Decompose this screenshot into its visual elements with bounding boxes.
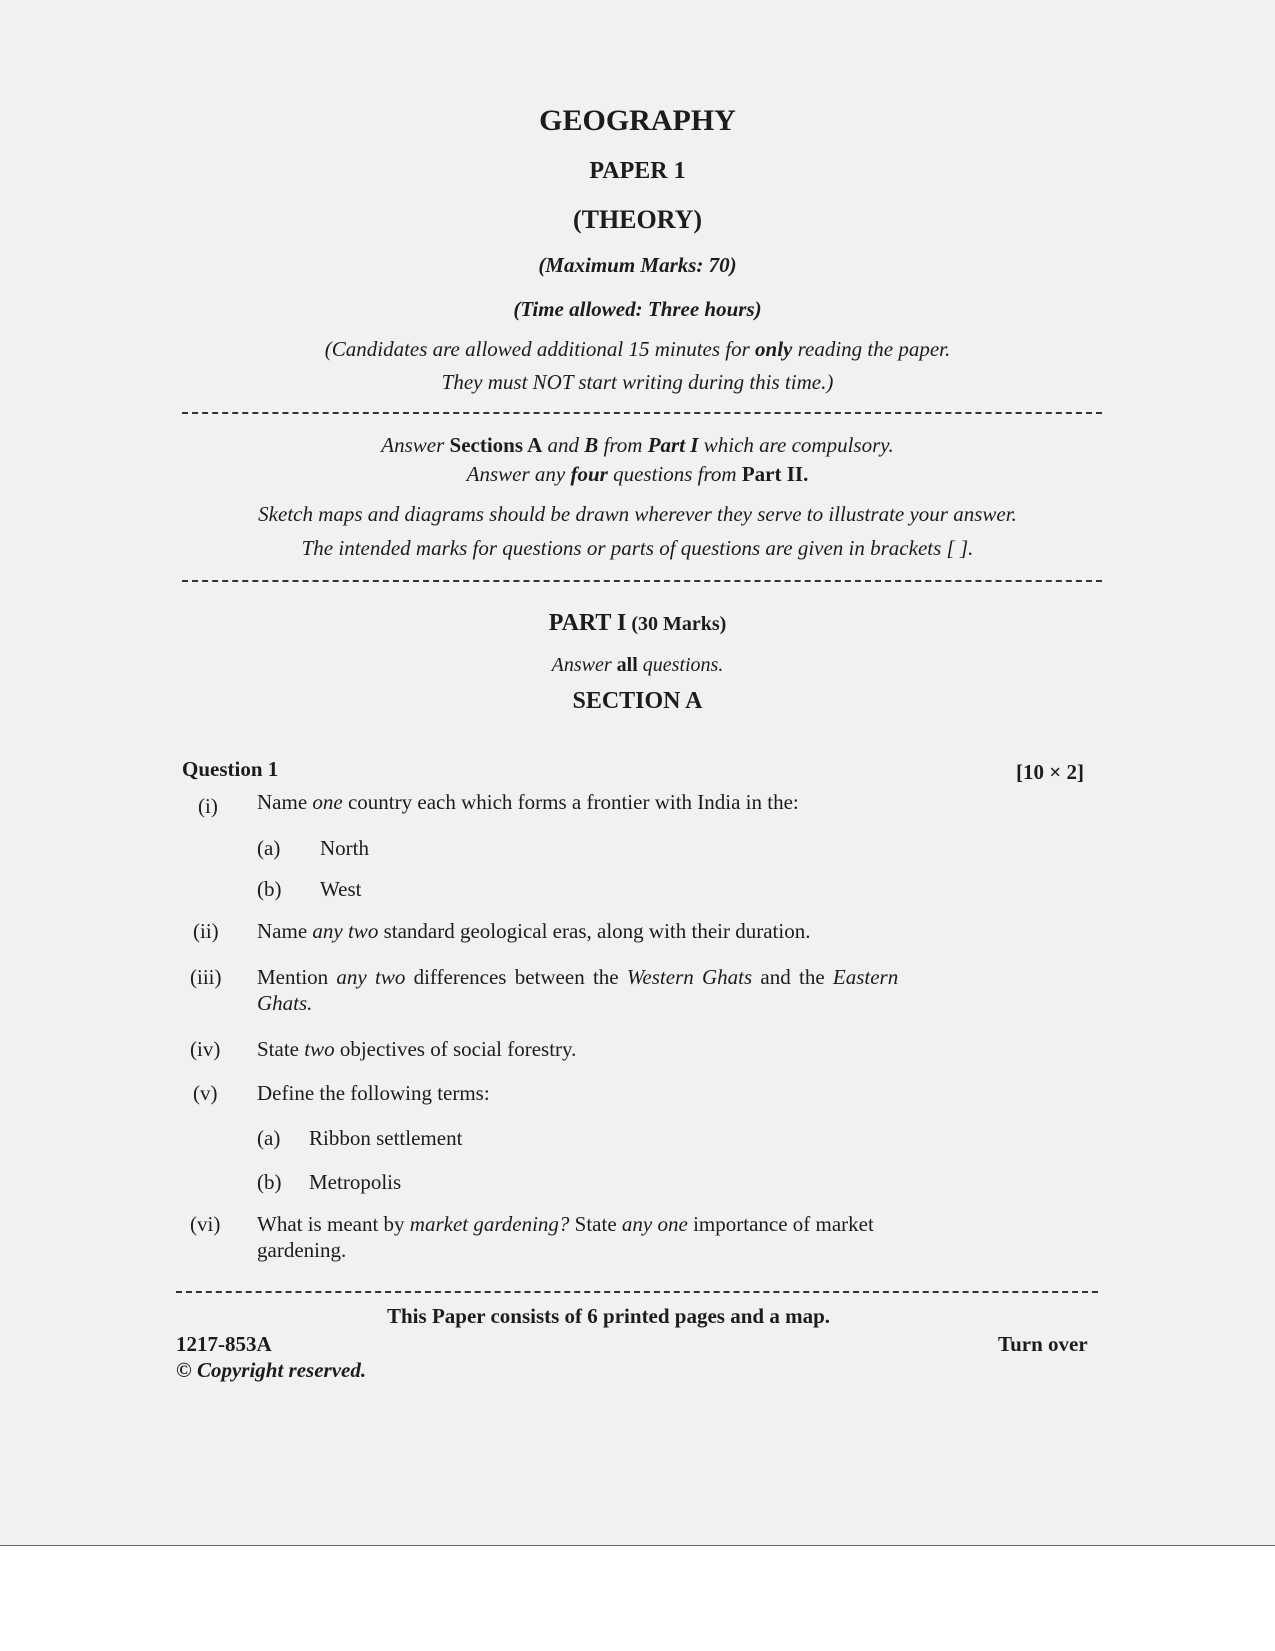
sub-item-text: Ribbon settlement [309, 1126, 463, 1150]
instruction-line2: Answer any four questions from Part II. [466, 462, 809, 486]
question-text-continued: gardening. [257, 1238, 347, 1262]
paper-number: PAPER 1 [589, 158, 686, 184]
sub-item-number: (b) [257, 877, 282, 901]
question-text: State two objectives of social forestry. [257, 1037, 577, 1061]
question-text-continued: Ghats. [257, 991, 313, 1015]
sub-item-text: Metropolis [309, 1170, 402, 1194]
question-label: Question 1 [182, 757, 279, 781]
sub-item-text: West [320, 877, 362, 901]
part-instruction: Answer all questions. [551, 654, 724, 676]
divider [182, 412, 1102, 414]
sub-item-number: (a) [257, 836, 281, 860]
question-marks: [10 × 2] [1016, 760, 1084, 784]
divider [182, 580, 1102, 582]
copyright-notice: © Copyright reserved. [176, 1358, 367, 1382]
instruction-line3: Sketch maps and diagrams should be drawn wherever they serve to illustrate your answer. [258, 502, 1017, 526]
item-number: (ii) [193, 919, 219, 943]
reading-time-line1: (Candidates are allowed additional 15 minutes for only reading the paper. [324, 337, 951, 361]
question-text: Define the following terms: [257, 1081, 490, 1105]
question-text: Mention any two differences between the Western Ghats and the Eastern [257, 965, 899, 989]
paper-type: (THEORY) [572, 205, 703, 234]
item-number: (v) [193, 1081, 218, 1105]
question-text: What is meant by market gardening? State any one importance of market [257, 1212, 874, 1236]
turn-over-note: Turn over [998, 1332, 1088, 1356]
reading-time-line2: They must NOT start writing during this time.) [441, 370, 834, 394]
part-title: PART I (30 Marks) [548, 610, 727, 636]
item-number: (i) [198, 794, 218, 818]
question-text: Name one country each which forms a frontier with India in the: [257, 790, 799, 814]
item-number: (iii) [190, 965, 222, 989]
instruction-line1: Answer Sections A and B from Part I which are compulsory. [381, 433, 894, 457]
maximum-marks: (Maximum Marks: 70) [538, 253, 737, 277]
divider [176, 1291, 1098, 1293]
section-title: SECTION A [572, 688, 703, 714]
time-allowed: (Time allowed: Three hours) [513, 297, 762, 321]
item-number: (iv) [190, 1037, 221, 1061]
item-number: (vi) [190, 1212, 221, 1236]
page-count-note: This Paper consists of 6 printed pages and a map. [387, 1304, 831, 1328]
sub-item-text: North [320, 836, 369, 860]
question-text: Name any two standard geological eras, along with their duration. [257, 919, 811, 943]
sub-item-number: (a) [257, 1126, 281, 1150]
sub-item-number: (b) [257, 1170, 282, 1194]
instruction-line4: The intended marks for questions or parts of questions are given in brackets [ ]. [301, 536, 974, 560]
subject-title: GEOGRAPHY [539, 104, 736, 137]
paper-code: 1217-853A [176, 1332, 272, 1356]
